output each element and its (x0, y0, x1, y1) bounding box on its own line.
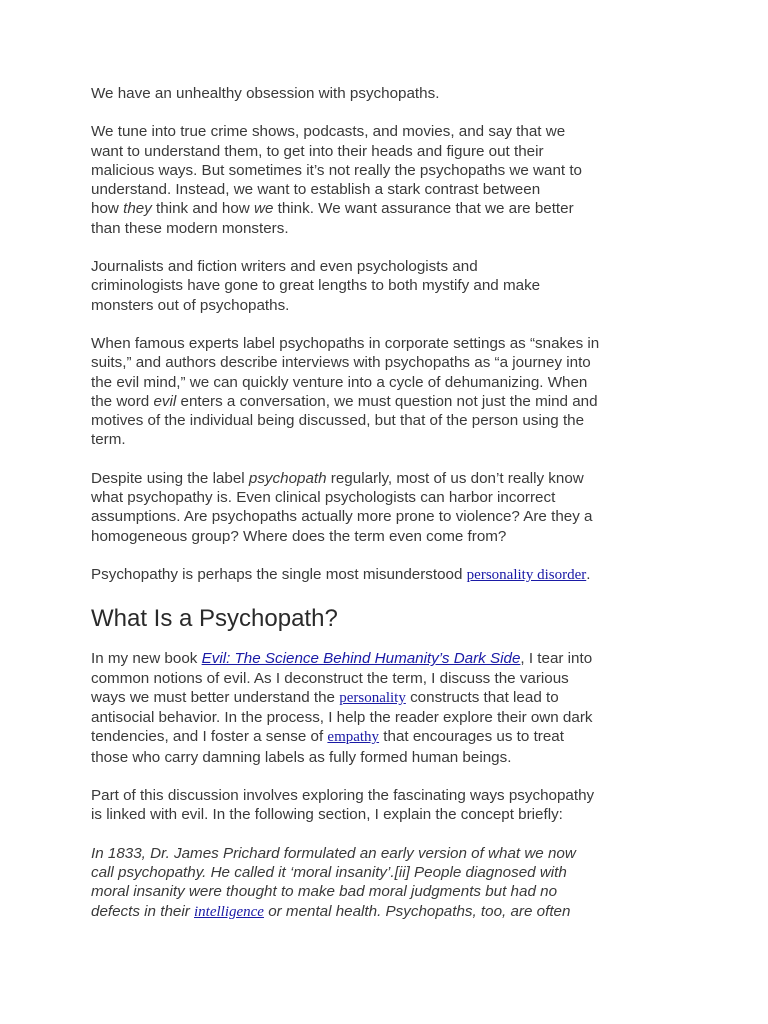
text-run: how (91, 200, 124, 218)
emphasis-we: we (253, 200, 274, 218)
article-body (91, 84, 691, 941)
paragraph-label (91, 469, 691, 546)
text-line (91, 649, 691, 668)
paragraph-journalists (91, 257, 691, 315)
text-line: want to understand them, to get into their heads and figure out their (91, 142, 544, 160)
text-line: malicious ways. But sometimes it’s not really the psychopaths we want to (91, 161, 582, 179)
text-line: When famous experts label psychopaths in corporate settings as “snakes in (91, 334, 600, 352)
link-empathy[interactable]: empathy (327, 729, 380, 746)
paragraph-book (91, 649, 691, 767)
text-line (91, 565, 691, 585)
text-line (91, 727, 691, 747)
paragraph-intro (91, 84, 691, 103)
text-line: assumptions. Are psychopaths actually more prone to violence? Are they a (91, 508, 593, 526)
text-line: motives of the individual being discussed, but that of the person using the (91, 412, 585, 430)
text-line: understand. Instead, we want to establish a stark contrast between (91, 181, 541, 199)
text-run: constructs that lead to (405, 688, 559, 706)
emphasis-psychopath: psychopath (248, 469, 327, 487)
paragraph-true-crime (91, 122, 691, 238)
text-line (91, 392, 691, 411)
text-line (91, 688, 691, 708)
text-line: call psychopathy. He called it ‘moral insanity’.[ii] People diagnosed with (91, 863, 567, 881)
text-line: what psychopathy is. Even clinical psychologists can harbor incorrect (91, 489, 556, 507)
text-line: antisocial behavior. In the process, I help the reader explore their own dark (91, 709, 593, 727)
text-line: moral insanity were thought to make bad moral judgments but had no (91, 883, 558, 901)
paragraph-experts (91, 334, 691, 450)
text-line: than these modern monsters. (91, 219, 289, 237)
text-line: term. (91, 431, 126, 449)
text-line: is linked with evil. In the following section, I explain the concept briefly: (91, 806, 563, 824)
text-line: Part of this discussion involves exploring the fascinating ways psychopathy (91, 787, 595, 805)
emphasis-evil: evil (153, 392, 177, 410)
text-line (91, 469, 691, 488)
text-line: We tune into true crime shows, podcasts, and movies, and say that we (91, 123, 566, 141)
text-line: those who carry damning labels as fully formed human beings. (91, 748, 512, 766)
link-personality-disorder[interactable]: personality disorder (466, 566, 587, 583)
text-line: the evil mind,” we can quickly venture into a cycle of dehumanizing. When (91, 373, 588, 391)
text-run: Psychopathy is perhaps the single most misunderstood (91, 565, 467, 583)
text-run: , I tear into (520, 650, 593, 668)
text-run: . (586, 565, 591, 583)
text-line: monsters out of psychopaths. (91, 296, 290, 314)
text-run: the word (91, 392, 154, 410)
text-run: Despite using the label (91, 469, 249, 487)
text-run: enters a conversation, we must question not just the mind and (176, 392, 598, 410)
text-line: criminologists have gone to great lengths to both mystify and make (91, 277, 541, 295)
link-intelligence[interactable]: intelligence (194, 903, 264, 920)
paragraph-discussion (91, 786, 691, 825)
section-heading: What Is a Psychopath? (91, 605, 338, 633)
text-run: think and how (151, 200, 254, 218)
paragraph-misunderstood (91, 565, 691, 585)
text-run: think. We want assurance that we are better (273, 200, 574, 218)
text-line (91, 902, 691, 922)
text-line: In 1833, Dr. James Prichard formulated an early version of what we now (91, 844, 576, 862)
text-line: We have an unhealthy obsession with psychopaths. (91, 85, 440, 102)
text-line: Journalists and fiction writers and even psychologists and (91, 258, 478, 276)
text-line: homogeneous group? Where does the term even come from? (91, 527, 507, 545)
link-book-title[interactable]: Evil: The Science Behind Humanity’s Dark Side (201, 650, 521, 668)
link-personality[interactable]: personality (339, 689, 406, 706)
text-run: that encourages us to treat (379, 728, 564, 746)
text-run: ways we must better understand the (91, 688, 340, 706)
emphasis-they: they (123, 200, 152, 218)
text-run: regularly, most of us don’t really know (326, 469, 584, 487)
text-run: tendencies, and I foster a sense of (91, 728, 328, 746)
text-run: In my new book (91, 650, 202, 668)
text-line: suits,” and authors describe interviews with psychopaths as “a journey into (91, 354, 591, 372)
text-line: common notions of evil. As I deconstruct the term, I discuss the various (91, 669, 569, 687)
text-run: or mental health. Psychopaths, too, are often (263, 902, 571, 920)
text-line (91, 199, 691, 218)
text-run: defects in their (91, 902, 194, 920)
block-quote (91, 844, 691, 922)
